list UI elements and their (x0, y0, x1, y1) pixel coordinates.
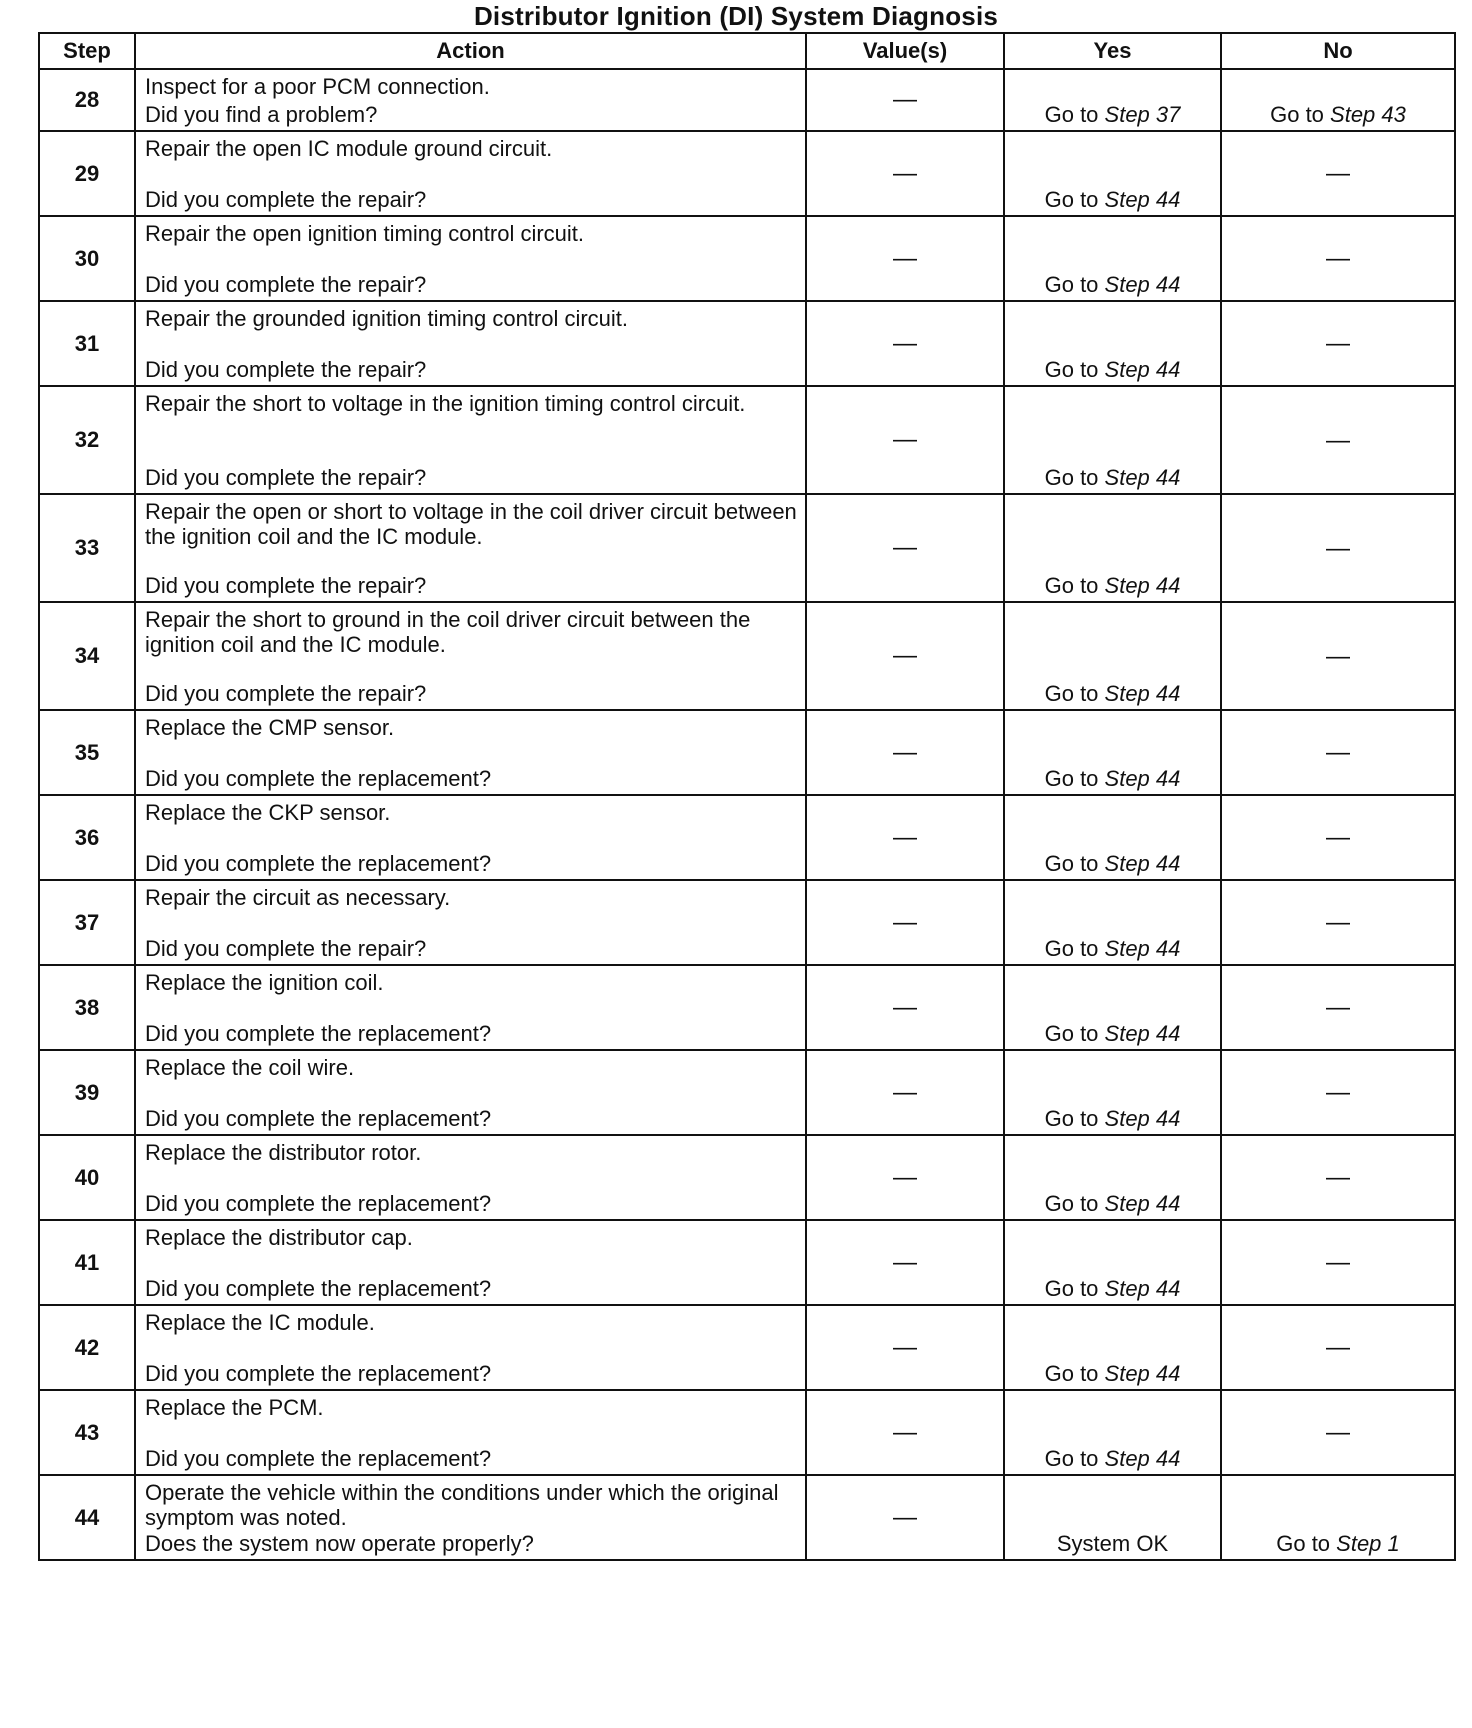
value-cell: — (806, 602, 1004, 710)
table-row (39, 216, 1455, 301)
no-cell: — (1221, 386, 1455, 494)
value-cell: — (806, 131, 1004, 216)
value-cell: — (806, 1050, 1004, 1135)
no-cell: — (1221, 301, 1455, 386)
step-number: 36 (39, 795, 135, 880)
step-number: 28 (39, 69, 135, 131)
action-question: Did you complete the replacement? (145, 1191, 492, 1216)
action-question: Did you complete the repair? (145, 465, 427, 490)
yes-cell (1004, 301, 1221, 386)
action-cell (135, 301, 806, 386)
action-cell (135, 710, 806, 795)
yes-text: System OK (1056, 1531, 1169, 1556)
action-question: Did you complete the replacement? (145, 851, 492, 876)
action-cell (135, 1305, 806, 1390)
value-cell: — (806, 880, 1004, 965)
yes-step-ref: Step 44 (1104, 1276, 1181, 1301)
yes-prefix: Go to (1044, 936, 1105, 961)
table-row (39, 1305, 1455, 1390)
value-cell: — (806, 1475, 1004, 1560)
action-question: Did you complete the repair? (145, 272, 427, 297)
action-question: Did you complete the replacement? (145, 1446, 492, 1471)
yes-cell (1004, 216, 1221, 301)
action-question: Did you complete the repair? (145, 936, 427, 961)
action-text: Replace the CMP sensor. (145, 715, 395, 740)
yes-step-ref: Step 44 (1104, 1021, 1181, 1046)
no-cell: — (1221, 965, 1455, 1050)
yes-prefix: Go to (1044, 465, 1105, 490)
yes-prefix: Go to (1044, 187, 1105, 212)
action-cell (135, 494, 806, 602)
yes-step-ref: Step 44 (1104, 1361, 1181, 1386)
action-text: Repair the short to ground in the coil driver circuit between the ignition coil and the IC module. (145, 607, 751, 657)
step-number: 38 (39, 965, 135, 1050)
action-cell (135, 880, 806, 965)
yes-step-ref: Step 44 (1104, 357, 1181, 382)
action-cell (135, 1390, 806, 1475)
yes-step-ref: Step 44 (1104, 766, 1181, 791)
table-row (39, 710, 1455, 795)
value-cell: — (806, 795, 1004, 880)
no-prefix: Go to (1270, 102, 1331, 127)
yes-prefix: Go to (1044, 1446, 1105, 1471)
action-question: Did you complete the replacement? (145, 766, 492, 791)
table-row (39, 69, 1455, 131)
step-number: 32 (39, 386, 135, 494)
step-number: 34 (39, 602, 135, 710)
table-row (39, 1135, 1455, 1220)
yes-step-ref: Step 44 (1104, 936, 1181, 961)
no-cell: — (1221, 216, 1455, 301)
no-cell: — (1221, 1390, 1455, 1475)
action-text: Repair the open or short to voltage in the coil driver circuit between the ignition coil and the IC module. (145, 499, 797, 549)
action-cell (135, 965, 806, 1050)
yes-step-ref: Step 44 (1104, 187, 1181, 212)
action-text: Repair the open ignition timing control circuit. (145, 221, 585, 246)
action-cell (135, 131, 806, 216)
no-cell: — (1221, 795, 1455, 880)
value-cell: — (806, 216, 1004, 301)
yes-step-ref: Step 44 (1104, 465, 1181, 490)
no-cell: — (1221, 1135, 1455, 1220)
yes-step-ref: Step 44 (1104, 1191, 1181, 1216)
yes-cell (1004, 602, 1221, 710)
yes-prefix: Go to (1044, 681, 1105, 706)
action-cell (135, 216, 806, 301)
value-cell: — (806, 1220, 1004, 1305)
table-row (39, 880, 1455, 965)
header-values: Value(s) (806, 33, 1004, 69)
value-cell: — (806, 965, 1004, 1050)
action-cell (135, 1135, 806, 1220)
yes-step-ref: Step 44 (1104, 573, 1181, 598)
action-question: Did you complete the repair? (145, 681, 427, 706)
no-cell: — (1221, 602, 1455, 710)
yes-cell (1004, 1305, 1221, 1390)
step-number: 37 (39, 880, 135, 965)
step-number: 31 (39, 301, 135, 386)
step-number: 35 (39, 710, 135, 795)
diagnosis-table (38, 32, 1456, 1561)
action-cell (135, 795, 806, 880)
yes-cell (1004, 69, 1221, 131)
header-yes: Yes (1004, 33, 1221, 69)
action-cell (135, 602, 806, 710)
action-cell (135, 1050, 806, 1135)
value-cell: — (806, 710, 1004, 795)
action-text: Replace the PCM. (145, 1395, 324, 1420)
table-row (39, 965, 1455, 1050)
yes-cell (1004, 710, 1221, 795)
yes-cell (1004, 795, 1221, 880)
action-text: Replace the IC module. (145, 1310, 375, 1335)
action-text: Inspect for a poor PCM connection. (145, 74, 490, 99)
yes-prefix: Go to (1044, 102, 1105, 127)
action-question: Did you complete the repair? (145, 187, 427, 212)
yes-prefix: Go to (1044, 1106, 1105, 1131)
table-row (39, 1050, 1455, 1135)
value-cell: — (806, 69, 1004, 131)
value-cell: — (806, 1390, 1004, 1475)
yes-prefix: Go to (1044, 272, 1105, 297)
header-no: No (1221, 33, 1455, 69)
page-title: Distributor Ignition (DI) System Diagnosis (473, 1, 999, 31)
table-row (39, 1390, 1455, 1475)
action-question: Does the system now operate properly? (145, 1531, 534, 1556)
yes-cell (1004, 131, 1221, 216)
action-question: Did you complete the replacement? (145, 1361, 492, 1386)
no-cell: — (1221, 1220, 1455, 1305)
header-action: Action (135, 33, 806, 69)
action-question: Did you complete the repair? (145, 573, 427, 598)
table-row (39, 1220, 1455, 1305)
yes-cell (1004, 494, 1221, 602)
no-cell: — (1221, 710, 1455, 795)
yes-step-ref: Step 44 (1104, 272, 1181, 297)
table-row (39, 795, 1455, 880)
value-cell: — (806, 386, 1004, 494)
value-cell: — (806, 1305, 1004, 1390)
header-step: Step (39, 33, 135, 69)
yes-cell (1004, 1475, 1221, 1560)
table-row (39, 494, 1455, 602)
action-text: Operate the vehicle within the conditions under which the original symptom was noted. (145, 1480, 779, 1530)
yes-cell (1004, 1050, 1221, 1135)
no-cell: — (1221, 1050, 1455, 1135)
yes-prefix: Go to (1044, 1191, 1105, 1216)
action-cell (135, 1220, 806, 1305)
no-cell: — (1221, 494, 1455, 602)
no-step-ref: Step 1 (1336, 1531, 1400, 1556)
action-text: Repair the open IC module ground circuit. (145, 136, 553, 161)
yes-cell (1004, 1220, 1221, 1305)
no-cell: — (1221, 1305, 1455, 1390)
action-cell (135, 386, 806, 494)
step-number: 42 (39, 1305, 135, 1390)
action-text: Replace the coil wire. (145, 1055, 355, 1080)
yes-prefix: Go to (1044, 851, 1105, 876)
action-question: Did you find a problem? (145, 102, 378, 127)
table-row (39, 1475, 1455, 1560)
yes-step-ref: Step 37 (1104, 102, 1181, 127)
yes-cell (1004, 1390, 1221, 1475)
yes-prefix: Go to (1044, 1021, 1105, 1046)
table-row (39, 386, 1455, 494)
step-number: 44 (39, 1475, 135, 1560)
action-text: Repair the grounded ignition timing control circuit. (145, 306, 629, 331)
yes-prefix: Go to (1044, 573, 1105, 598)
yes-cell (1004, 1135, 1221, 1220)
yes-cell (1004, 386, 1221, 494)
action-question: Did you complete the replacement? (145, 1106, 492, 1131)
step-number: 33 (39, 494, 135, 602)
action-question: Did you complete the replacement? (145, 1276, 492, 1301)
yes-step-ref: Step 44 (1104, 1106, 1181, 1131)
step-number: 29 (39, 131, 135, 216)
step-number: 43 (39, 1390, 135, 1475)
action-text: Replace the ignition coil. (145, 970, 384, 995)
no-cell (1221, 69, 1455, 131)
yes-prefix: Go to (1044, 357, 1105, 382)
action-cell (135, 1475, 806, 1560)
action-text: Replace the distributor rotor. (145, 1140, 422, 1165)
no-prefix: Go to (1276, 1531, 1337, 1556)
step-number: 40 (39, 1135, 135, 1220)
yes-prefix: Go to (1044, 766, 1105, 791)
yes-cell (1004, 880, 1221, 965)
yes-prefix: Go to (1044, 1276, 1105, 1301)
table-row (39, 301, 1455, 386)
no-cell (1221, 1475, 1455, 1560)
value-cell: — (806, 301, 1004, 386)
yes-prefix: Go to (1044, 1361, 1105, 1386)
action-text: Repair the short to voltage in the ignition timing control circuit. (145, 391, 746, 416)
yes-step-ref: Step 44 (1104, 681, 1181, 706)
action-text: Replace the CKP sensor. (145, 800, 391, 825)
step-number: 30 (39, 216, 135, 301)
action-text: Repair the circuit as necessary. (145, 885, 451, 910)
yes-step-ref: Step 44 (1104, 851, 1181, 876)
action-question: Did you complete the replacement? (145, 1021, 492, 1046)
header-row (39, 33, 1455, 69)
action-cell (135, 69, 806, 131)
no-cell: — (1221, 131, 1455, 216)
table-row (39, 602, 1455, 710)
step-number: 41 (39, 1220, 135, 1305)
no-cell: — (1221, 880, 1455, 965)
table-row (39, 131, 1455, 216)
yes-step-ref: Step 44 (1104, 1446, 1181, 1471)
no-step-ref: Step 43 (1330, 102, 1406, 127)
step-number: 39 (39, 1050, 135, 1135)
yes-cell (1004, 965, 1221, 1050)
action-text: Replace the distributor cap. (145, 1225, 413, 1250)
action-question: Did you complete the repair? (145, 357, 427, 382)
value-cell: — (806, 494, 1004, 602)
value-cell: — (806, 1135, 1004, 1220)
